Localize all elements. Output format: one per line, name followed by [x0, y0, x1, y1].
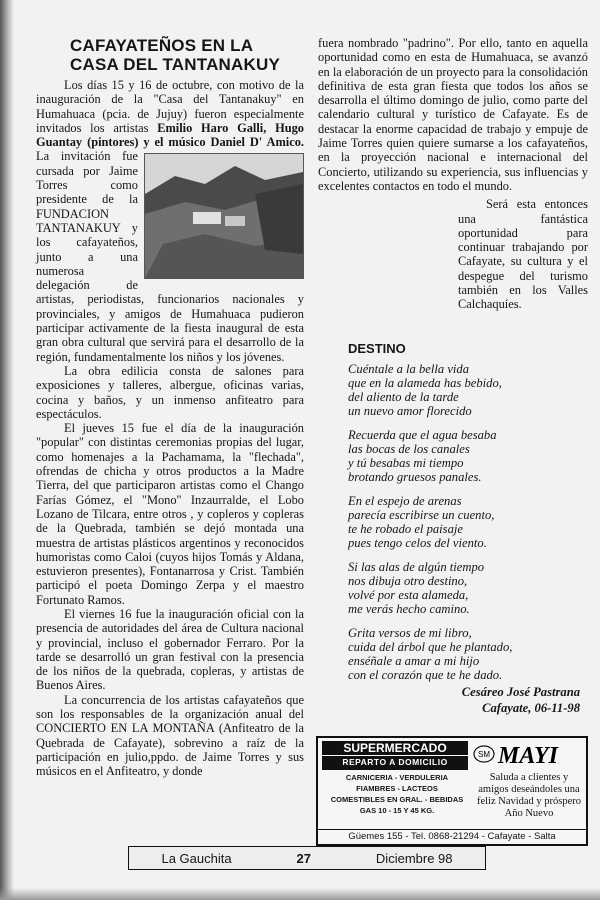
landscape-photo [144, 153, 304, 279]
poem-line: En el espejo de arenas [348, 494, 462, 509]
poem-line: volvé por esta alameda, [348, 588, 469, 603]
poem-stanza-5 [348, 626, 588, 682]
left-column [36, 36, 304, 779]
poem-line: parecía escribirse un cuento, [348, 508, 495, 523]
poem-author: Cesáreo José Pastrana [461, 685, 580, 700]
ad-item: GAS 10 - 15 Y 45 KG. [359, 806, 435, 815]
poem-line: con el corazón que te he dado. [348, 668, 503, 683]
poem-line: te he robado el paisaje [348, 522, 463, 537]
article-paragraph-3: El jueves 15 fue el día de la inauguración "popular" con distintas ceremonias propias del lugar, como homenajes a la Pachamama, la "flechada", ofrendas de chicha y otros productos a la Madre Tierra, del que participaron artistas como el Chango Farías Gómez, el "Mono" Inzaurralde, el Lobo Lozano de Tilcara, entre otros , y copleros y copleras de la Quebrada, también se dejó montada una muestra de artistas plásticos argentinos y reconocidos humoristas como Caloi (cuyos hijos Tomás y Aldana, estuvieron presentes), Fontanarrosa y Crist. También participó el poeta Domingo Zerpa y el maestro Fortunato Ramos. [36, 421, 304, 607]
logo-badge-icon [472, 740, 582, 768]
footer-publication: La Gauchita [161, 850, 232, 866]
ad-header [322, 741, 468, 770]
ad-item: FIAMBRES - LACTEOS [356, 784, 438, 793]
ad-item: COMESTIBLES EN GRAL. - BEBIDAS [330, 795, 464, 804]
poem-title: DESTINO [348, 341, 406, 357]
poem-stanza-1 [348, 362, 588, 418]
article-paragraph-5: La concurrencia de los artistas cafayateños que son los responsables de la organización anual del CONCIERTO EN LA MONTAÑA (Anfiteatro de la Quebrada de Cafayate), sobrevino a raíz de la participación en julio,ppdo. de Jaime Torres y sus músicos en el Anfiteatro, y donde [36, 692, 304, 779]
poem-line: cuida del árbol que he plantado, [348, 640, 513, 655]
ad-greeting: Saluda a clientes y amigos deseándoles una feliz Navidad y próspero Año Nuevo [476, 772, 582, 819]
ad-store-name: SUPERMERCADO [343, 741, 447, 755]
poem-place-date: Cafayate, 06-11-98 [482, 701, 580, 716]
poem-line: nos dibuja otro destino, [348, 574, 468, 589]
article-paragraph-6: fuera nombrado "padrino". Por ello, tanto en aquella oportunidad como en esta de Humahuaca, se avanzó en la elaboración de un proyecto para la consolidación definitiva de esta gran fiesta que todos los años se desarrolla el último domingo de julio, como parte del calendario cultural y turístico de Cafayate. Es de destacar la enorme capacidad de trabajo y empuje de Jaime Torres quien quiere sumarse a los cafayateños, en la proyección nacional e internacional del Concierto, utilizando su experiencia, sus influencias y excelentes contactos en todo el mundo. [318, 36, 588, 193]
invited-artists: Emilio Haro Galli, Hugo Guantay (pintores) y el músico Daniel D' Amico. [36, 120, 305, 150]
ad-item: CARNICERIA - VERDULERIA [345, 773, 449, 782]
paragraph-1-text: Los días 15 y 16 de octubre, con motivo de la inauguración de la "Casa del Tantanakuy" en Humahuaca (pcia. de Jujuy) fueron especialmente invitados los artistas [36, 78, 304, 135]
article-title-line1: CAFAYATEÑOS EN LA [70, 36, 254, 55]
poem-line: pues tengo celos del viento. [348, 536, 487, 551]
mayi-logo [472, 740, 582, 768]
poem-stanza-3 [348, 494, 588, 550]
poem-line: Grita versos de mi libro, [348, 626, 472, 641]
poem-line: Si las alas de algún tiempo [348, 560, 485, 575]
poem-line: enséñale a amar a mi hijo [348, 654, 480, 669]
poem-line: brotando gruesos panales. [348, 470, 482, 485]
paragraph-1-rest: La invitación fue cursada por Jaime Torres como presidente de la FUNDACION TANTANAKUY y los cafayateños, junto a una numerosa delegación de artistas, periodistas, funcionarios nacionales y provinciales, y amigos de Humahuaca pudieron participar activamente de la fiesta inaugural de esta gran obra cultural que servirá para el desarrollo de la región, fundamentalmente los niños y los jóvenes. [36, 149, 304, 364]
right-column [318, 36, 588, 716]
poem-line: del aliento de la tarde [348, 390, 459, 405]
article-paragraph-1 [36, 78, 304, 364]
page-footer [128, 846, 486, 870]
article-title [70, 36, 304, 74]
poem-line: Cuéntale a la bella vida [348, 362, 470, 377]
poem-line: Recuerda que el agua besaba [348, 428, 497, 443]
ad-departments [324, 772, 470, 816]
footer-page-number: 27 [296, 850, 311, 866]
logo-initials: SM [478, 750, 490, 759]
article-paragraph-2: La obra edilicia consta de salones para exposiciones y talleres, albergue, oficinas varias, cocina y baños, y un inmenso anfiteatro para espectáculos. [36, 363, 304, 421]
poem-line: las bocas de los canales [348, 442, 470, 457]
poem-line: me verás hecho camino. [348, 602, 470, 617]
closing-block [318, 197, 588, 319]
poem-line: un nuevo amor florecido [348, 404, 472, 419]
poem-stanza-2 [348, 428, 588, 484]
ad-address: Güemes 155 - Tel. 0868-21294 - Cafayate - Salta [318, 829, 586, 844]
binding-shadow [0, 0, 14, 900]
page-bottom-shadow [0, 888, 600, 900]
footer-issue: Diciembre 98 [375, 850, 453, 866]
poem-stanza-4 [348, 560, 588, 616]
mountain-landscape-image [145, 154, 303, 278]
supermarket-ad [316, 736, 588, 846]
poem-line: y tú besabas mi tiempo [348, 456, 464, 471]
logo-text: MAYI [498, 743, 559, 768]
article-title-line2: CASA DEL TANTANAKUY [70, 55, 280, 74]
article-paragraph-7: Será esta entonces una fantástica oportunidad para continuar trabajando por Cafayate, su cultura y el despegue del turismo también en los Valles Calchaquíes. [458, 197, 588, 312]
article-paragraph-4: El viernes 16 fue la inauguración oficial con la presencia de autoridades del área de Cultura nacional y provincial, incluso el gobernador Ferraro. Por la tarde se desarrolló un gran festival con la presencia de los niños de la quebrada, copleras, y artistas de Buenos Aires. [36, 606, 304, 693]
poem-line: que en la alameda has bebido, [348, 376, 502, 391]
ad-delivery: REPARTO A DOMICILIO [322, 755, 468, 769]
